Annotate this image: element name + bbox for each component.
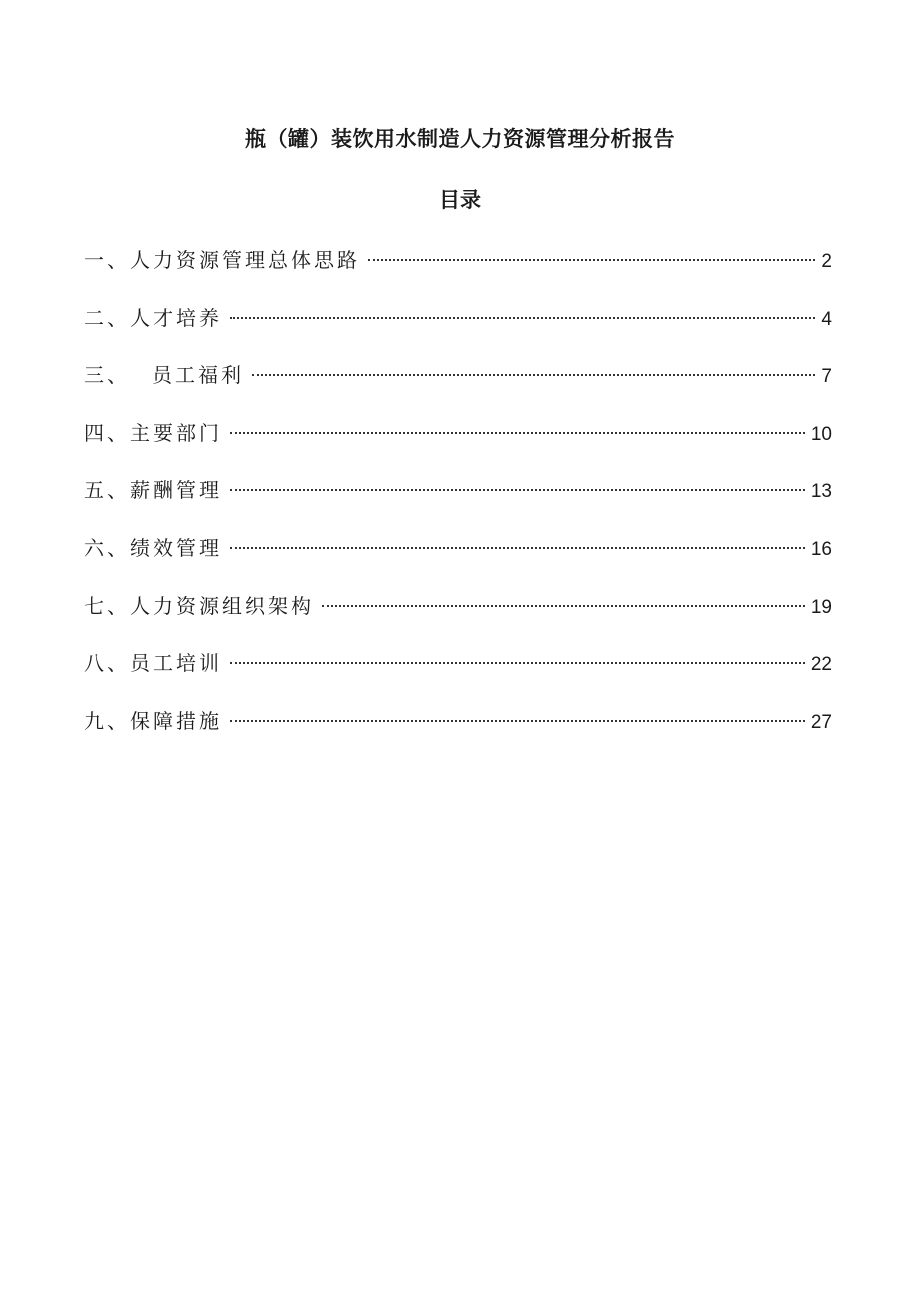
toc-entry-number: 九、 bbox=[84, 708, 130, 733]
dot-leader bbox=[230, 547, 805, 549]
toc-entry-page: 16 bbox=[810, 538, 832, 560]
dot-leader bbox=[230, 317, 815, 319]
toc-entry-page: 19 bbox=[810, 596, 832, 618]
dot-leader bbox=[230, 489, 805, 491]
toc-entry-page: 13 bbox=[810, 481, 832, 503]
dot-leader bbox=[368, 259, 815, 261]
toc-entry-page: 10 bbox=[810, 423, 832, 445]
toc-entry-5[interactable] bbox=[84, 473, 832, 531]
toc-entry-page: 7 bbox=[821, 366, 832, 388]
toc-entry-number: 六、 bbox=[84, 535, 130, 560]
dot-leader bbox=[252, 374, 815, 376]
toc-entry-2[interactable] bbox=[84, 301, 832, 359]
table-of-contents bbox=[84, 243, 832, 761]
toc-entry-number: 七、 bbox=[84, 593, 130, 618]
toc-entry-page: 27 bbox=[810, 711, 832, 733]
toc-entry-label: 绩效管理 bbox=[130, 535, 222, 560]
toc-entry-number: 四、 bbox=[84, 420, 130, 445]
document-title: 瓶（罐）装饮用水制造人力资源管理分析报告 bbox=[245, 127, 675, 151]
dot-leader bbox=[322, 605, 805, 607]
toc-entry-3[interactable] bbox=[84, 358, 832, 416]
toc-entry-number: 八、 bbox=[84, 651, 130, 676]
toc-entry-page: 2 bbox=[821, 251, 832, 272]
toc-entry-label: 人才培养 bbox=[130, 305, 222, 330]
toc-heading: 目录 bbox=[439, 188, 481, 212]
toc-entry-6[interactable] bbox=[84, 531, 832, 589]
toc-entry-9[interactable] bbox=[84, 704, 832, 762]
toc-entry-page: 22 bbox=[810, 654, 832, 676]
toc-entry-page: 4 bbox=[821, 308, 832, 330]
toc-entry-label: 薪酬管理 bbox=[130, 478, 222, 503]
toc-entry-8[interactable] bbox=[84, 646, 832, 704]
toc-entry-label: 人力资源组织架构 bbox=[130, 593, 314, 618]
toc-entry-label: 员工福利 bbox=[152, 363, 244, 388]
toc-entry-1[interactable] bbox=[84, 243, 832, 301]
toc-entry-label: 员工培训 bbox=[130, 651, 222, 676]
toc-entry-number: 三、 bbox=[84, 363, 130, 388]
toc-entry-number: 二、 bbox=[84, 305, 130, 330]
dot-leader bbox=[230, 432, 805, 434]
toc-entry-label: 保障措施 bbox=[130, 708, 222, 733]
toc-entry-number: 五、 bbox=[84, 478, 130, 503]
dot-leader bbox=[230, 662, 805, 664]
dot-leader bbox=[230, 720, 805, 722]
toc-entry-label: 人力资源管理总体思路 bbox=[130, 248, 360, 272]
toc-entry-4[interactable] bbox=[84, 416, 832, 474]
toc-entry-7[interactable] bbox=[84, 589, 832, 647]
toc-entry-label: 主要部门 bbox=[130, 420, 222, 445]
toc-entry-number: 一、 bbox=[84, 248, 130, 272]
